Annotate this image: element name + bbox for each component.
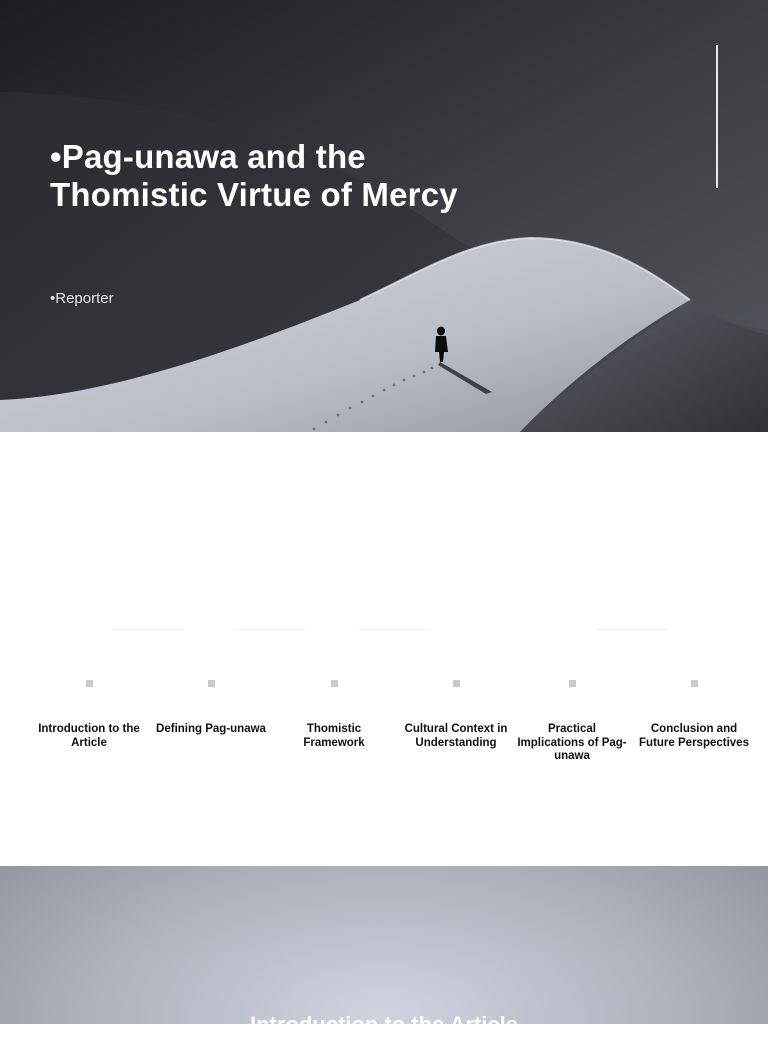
agenda-item-label: Cultural Context in Understanding (404, 723, 508, 749)
bullet-square-icon (86, 680, 93, 687)
divider-line (235, 629, 307, 630)
divider-line (357, 629, 429, 630)
agenda-item-thomistic (275, 680, 393, 750)
bullet-square-icon (569, 680, 576, 687)
presenter-label: •Reporter (50, 290, 114, 307)
agenda-item-label: Introduction to the Article (38, 723, 140, 749)
agenda-item-introduction (30, 680, 148, 750)
agenda-item-cultural (397, 680, 515, 750)
bullet-square-icon (453, 680, 460, 687)
divider-line (596, 629, 668, 630)
agenda-item-label: Defining Pag-unawa (156, 723, 266, 735)
agenda-item-defining (152, 680, 270, 737)
agenda-item-label: Conclusion and Future Perspectives (639, 723, 749, 749)
bullet-square-icon (331, 680, 338, 687)
bullet-square-icon (691, 680, 698, 687)
bullet-square-icon (208, 680, 215, 687)
section-slide (0, 866, 768, 1037)
agenda-item-practical (513, 680, 631, 764)
section-title: Introduction to the Article (249, 1012, 519, 1037)
desert-dune-photo (0, 0, 768, 432)
agenda-item-label: Practical Implications of Pag-unawa (517, 723, 627, 762)
title-slide (0, 0, 768, 432)
agenda-item-conclusion (635, 680, 753, 750)
agenda-item-label: Thomistic Framework (303, 723, 365, 749)
agenda-slide (0, 432, 768, 866)
presentation-title: •Pag-unawa and the Thomistic Virtue of Mercy (50, 138, 458, 213)
divider-line (112, 629, 184, 630)
vertical-divider (716, 45, 718, 188)
